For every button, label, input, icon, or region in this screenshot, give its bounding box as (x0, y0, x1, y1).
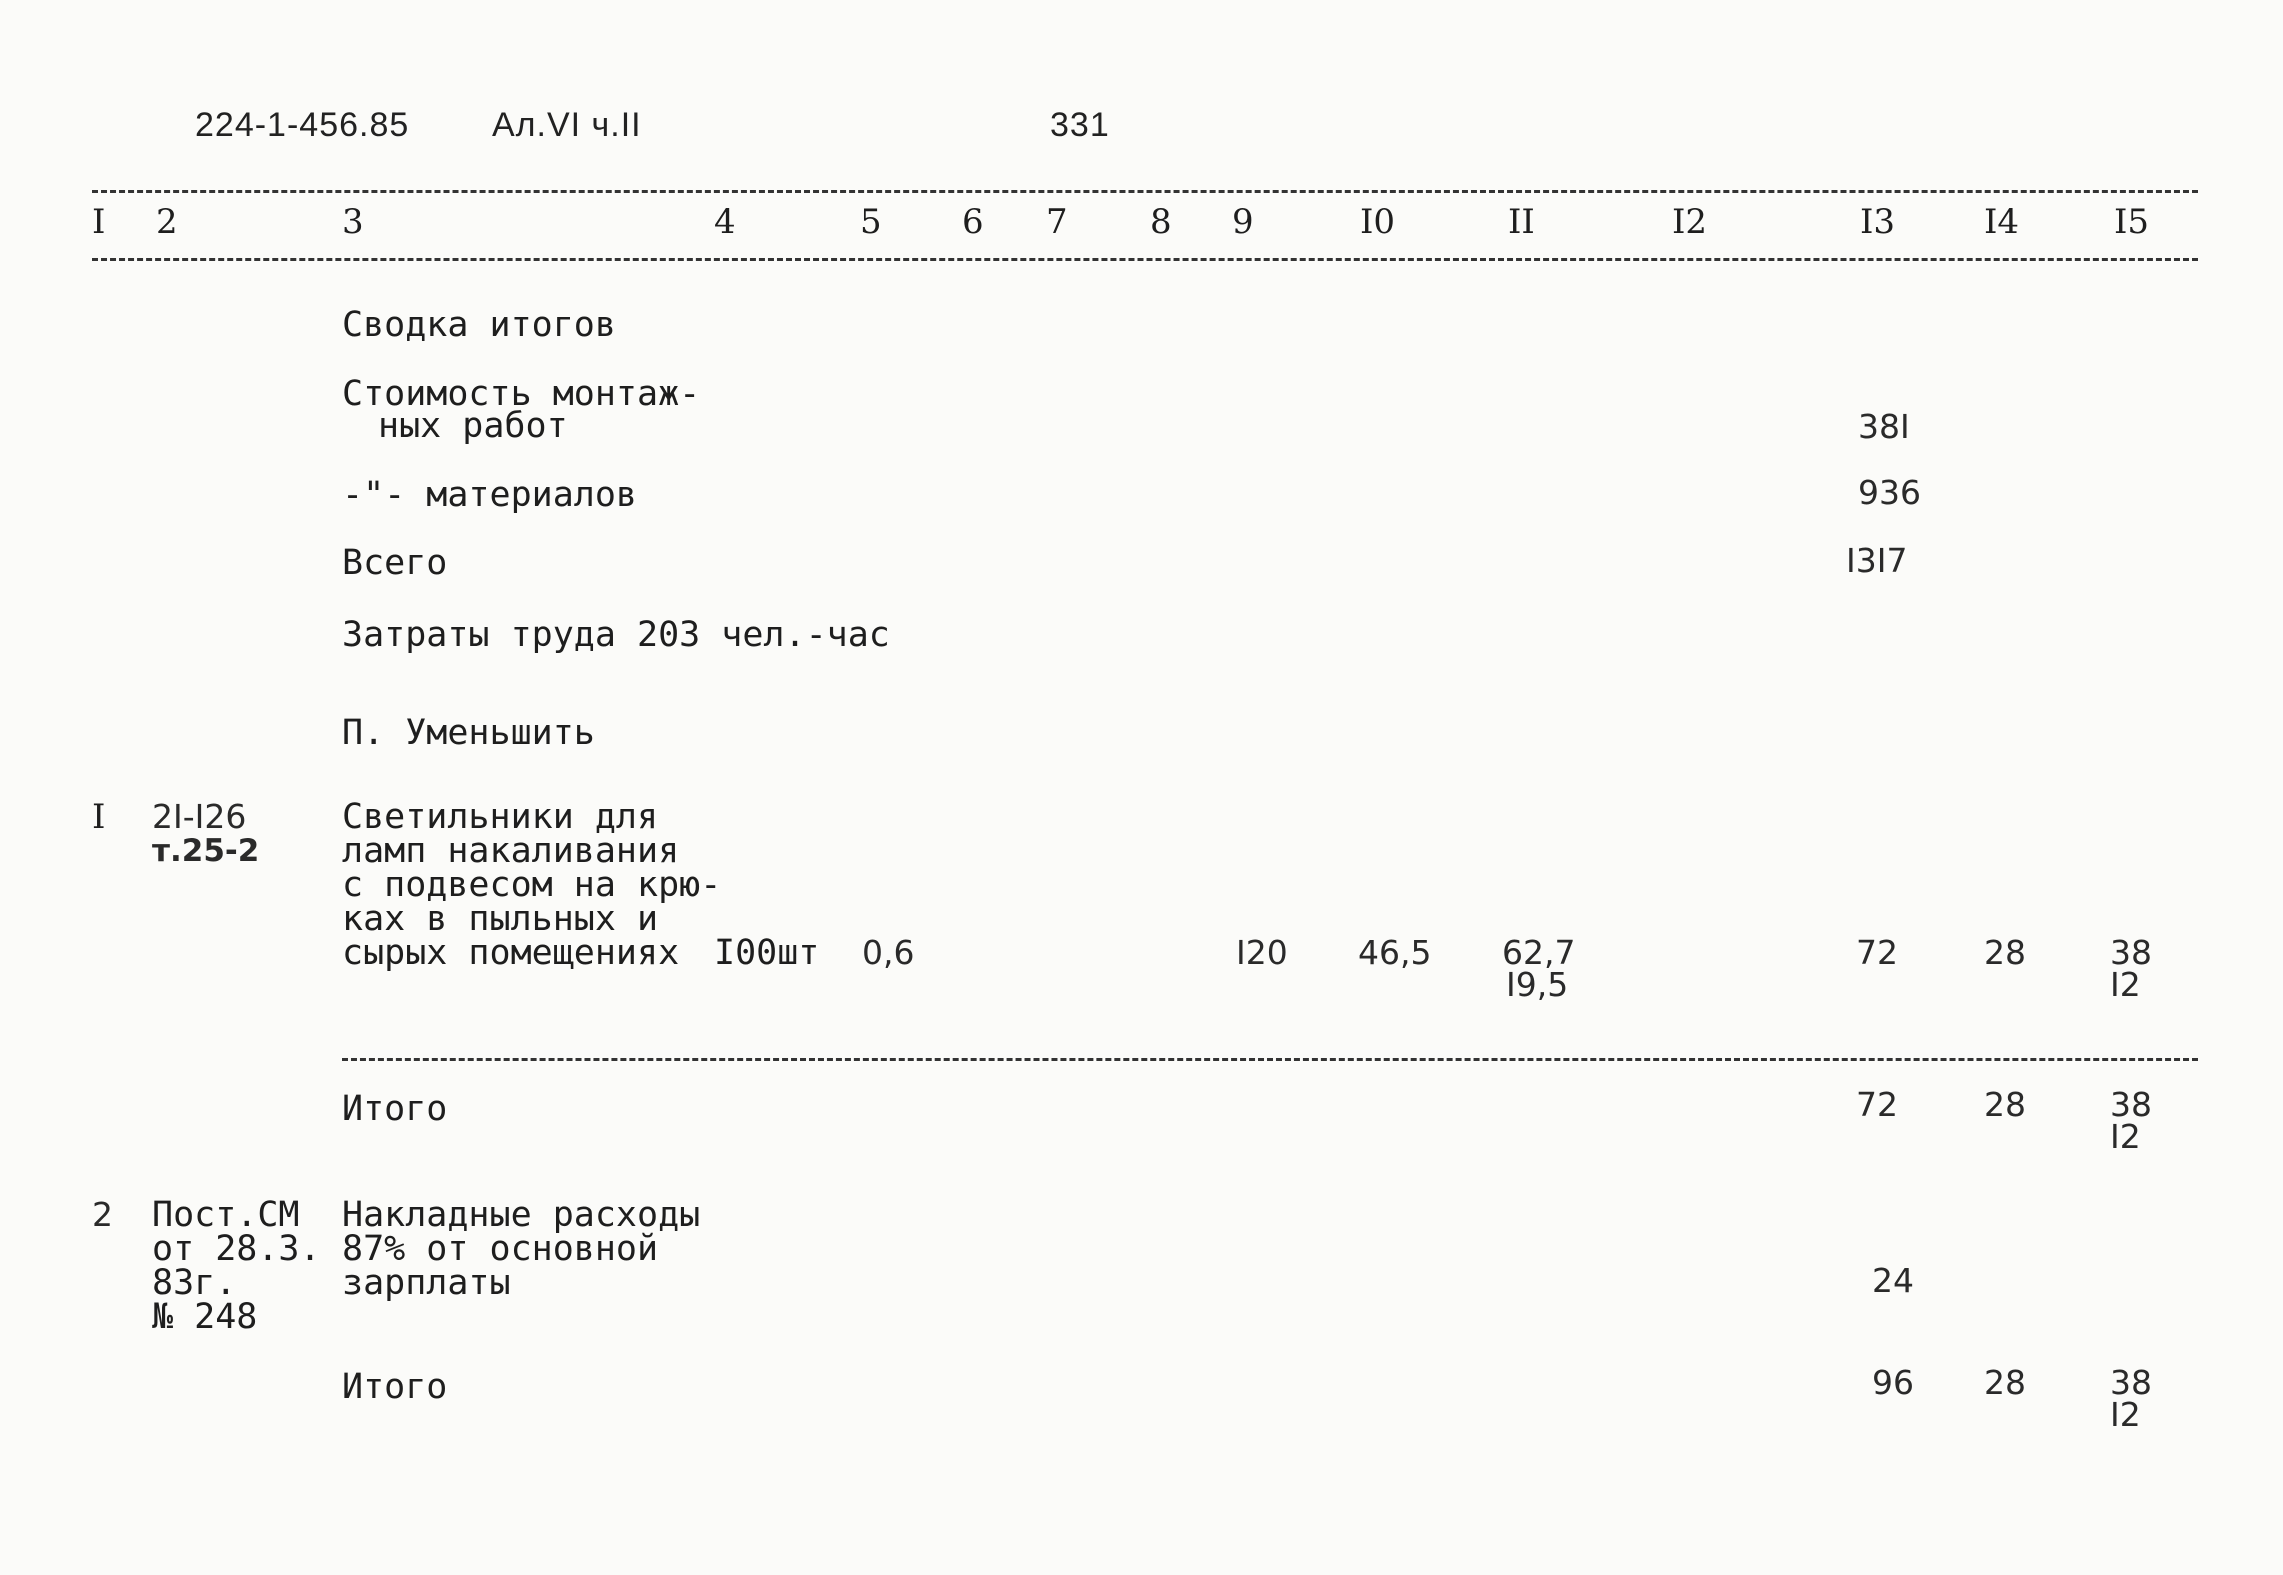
item-description-line2: ламп накаливания (342, 831, 680, 871)
total-value: I3I7 (1846, 541, 1908, 580)
subtotal-rule (342, 1058, 2198, 1061)
item-description-line1: Накладные расходы (342, 1195, 701, 1235)
column-header-6: 6 (962, 202, 984, 242)
item-quantity: 0,6 (862, 933, 915, 972)
install-cost-label-line2: ных работ (378, 406, 568, 446)
item-reference-line1: Пост.СМ (152, 1195, 300, 1235)
item-description-line5: сырых помещениях (342, 933, 680, 973)
header-top-rule (92, 190, 2198, 193)
item-number: 2 (92, 1195, 113, 1234)
column-header-13: I3 (1860, 202, 1896, 242)
item-col11-top: 62,7 (1502, 933, 1576, 972)
column-header-14: I4 (1984, 202, 2020, 242)
subtotal-col15-top: 38 (2110, 1085, 2152, 1124)
subtotal-col15-bottom: I2 (2110, 1117, 2141, 1156)
section-title: П. Уменьшить (342, 713, 595, 753)
column-header-15: I5 (2114, 202, 2150, 242)
header-bottom-rule (92, 258, 2198, 261)
item-description-line3: зарплаты (342, 1263, 511, 1303)
total-label: Всего (342, 543, 448, 583)
page-number: 331 (1050, 106, 1110, 144)
item-reference-line3: 83г. (152, 1263, 237, 1303)
item-col13: 24 (1872, 1261, 1914, 1300)
subtotal-col13: 72 (1856, 1085, 1898, 1124)
total-col15-top: 38 (2110, 1363, 2152, 1402)
install-cost-label-line1: Стоимость монтаж- (342, 374, 701, 414)
subtotal-col14: 28 (1984, 1085, 2026, 1124)
item-col15-bottom: I2 (2110, 965, 2141, 1004)
item-description-line2: 87% от основной (342, 1229, 659, 1269)
total-col15-bottom: I2 (2110, 1395, 2141, 1434)
item-number: I (92, 797, 106, 837)
item-col14: 28 (1984, 933, 2026, 972)
column-header-9: 9 (1232, 202, 1254, 242)
materials-value: 936 (1858, 473, 1921, 512)
total-col14: 28 (1984, 1363, 2026, 1402)
total-label: Итого (342, 1367, 448, 1407)
item-col11-bottom: I9,5 (1506, 965, 1569, 1004)
materials-label: -"- материалов (342, 475, 638, 515)
subtotal-label: Итого (342, 1089, 448, 1129)
column-header-4: 4 (714, 202, 736, 242)
item-reference-line4: № 248 (152, 1297, 258, 1337)
column-header-12: I2 (1672, 202, 1708, 242)
item-description-line1: Светильники для (342, 797, 659, 837)
item-col9: I20 (1236, 933, 1288, 972)
labor-cost-line: Затраты труда 203 чел.-час (342, 615, 890, 655)
column-header-11: II (1508, 202, 1535, 242)
album-reference: Ал.VI ч.II (492, 106, 642, 144)
column-header-8: 8 (1150, 202, 1172, 242)
install-cost-value: 38I (1858, 407, 1910, 446)
column-header-7: 7 (1046, 202, 1068, 242)
column-header-1: I (92, 202, 106, 242)
item-code-table: т.25-2 (152, 833, 260, 869)
item-col15-top: 38 (2110, 933, 2152, 972)
item-description-line4: ках в пыльных и (342, 899, 659, 939)
document-code: 224-1-456.85 (195, 106, 410, 144)
item-col13: 72 (1856, 933, 1898, 972)
column-header-5: 5 (860, 202, 882, 242)
item-reference-line2: от 28.3. (152, 1229, 321, 1269)
column-header-3: 3 (342, 202, 364, 242)
total-col13: 96 (1872, 1363, 1914, 1402)
item-code: 2I-I26 (152, 797, 247, 836)
column-header-2: 2 (156, 202, 178, 242)
column-header-10: I0 (1360, 202, 1396, 242)
item-col10: 46,5 (1358, 933, 1432, 972)
summary-title: Сводка итогов (342, 305, 616, 345)
item-unit: I00шт (714, 933, 820, 973)
item-description-line3: с подвесом на крю- (342, 865, 722, 905)
